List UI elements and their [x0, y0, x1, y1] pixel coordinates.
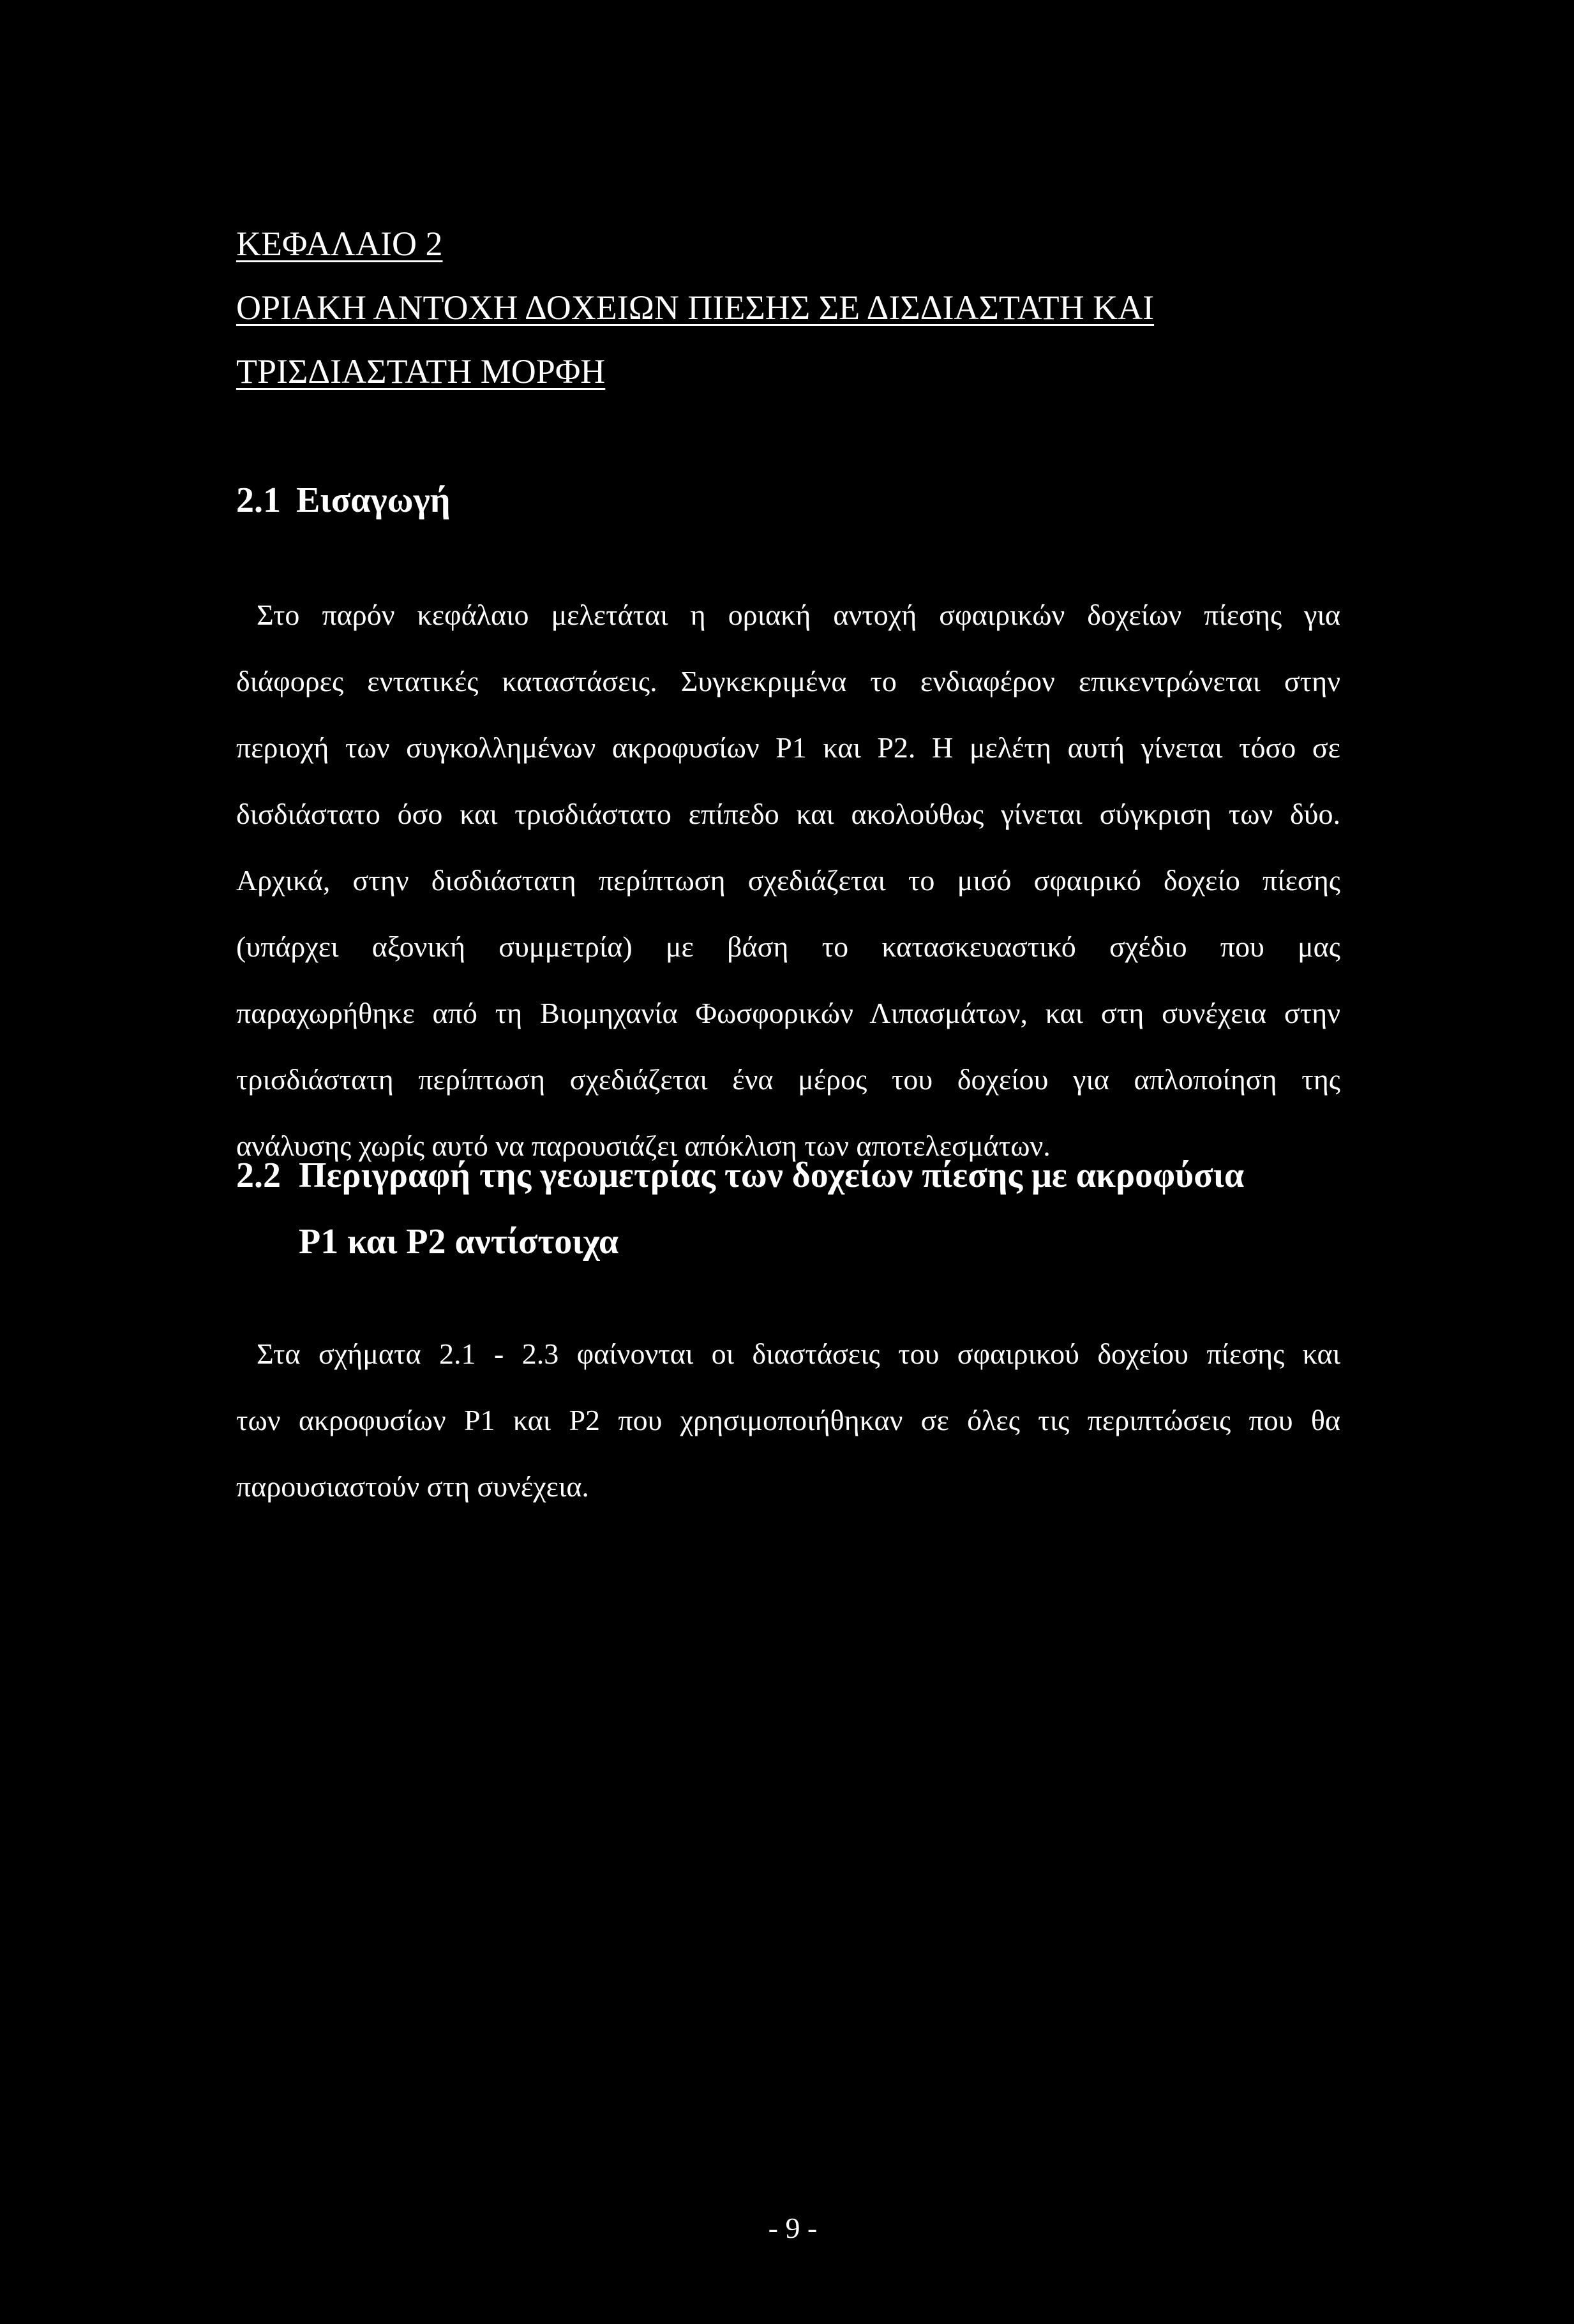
- text-line: των ακροφυσίων P1 και P2 που χρησιμοποιήθηκαν σε όλες τις περιπτώσεις που θα: [236, 1404, 1340, 1436]
- text-line: Στο παρόν κεφάλαιο μελετάται η οριακή αντοχή σφαιρικών δοχείων πίεσης για: [257, 599, 1340, 631]
- section-2-1-paragraph: [236, 582, 1340, 1179]
- page-number: - 9 -: [768, 2212, 818, 2244]
- text-line: (υπάρχει αξονική συμμετρία) με βάση το κατασκευαστικό σχέδιο που μας: [236, 930, 1340, 963]
- text-line: τρισδιάστατη περίπτωση σχεδιάζεται ένα μέρος του δοχείου για απλοποίηση της: [236, 1063, 1340, 1096]
- section-number: 2.2: [236, 1156, 281, 1195]
- section-2-2-paragraph: [236, 1321, 1340, 1520]
- chapter-title-line-1: ΟΡΙΑΚΗ ΑΝΤΟΧΗ ΔΟΧΕΙΩΝ ΠΙΕΣΗΣ ΣΕ ΔΙΣΔΙΑΣΤΑΤΗ ΚΑΙ: [236, 288, 1155, 327]
- text-line: παραχωρήθηκε από τη Βιομηχανία Φωσφορικών Λιπασμάτων, και στη συνέχεια στην: [236, 997, 1340, 1029]
- section-heading-2-1: 2.1 Εισαγωγή: [236, 480, 451, 520]
- text-line: Στα σχήματα 2.1 - 2.3 φαίνονται οι διαστάσεις του σφαιρικού δοχείου πίεσης και: [257, 1337, 1340, 1370]
- section-heading-line-2: P1 και P2 αντίστοιχα: [299, 1222, 619, 1262]
- section-heading-2-2: [236, 1142, 1340, 1275]
- text-line: περιοχή των συγκολλημένων ακροφυσίων P1 και P2. Η μελέτη αυτή γίνεται τόσο σε: [236, 731, 1340, 764]
- text-line: ανάλυσης χωρίς αυτό να παρουσιάζει απόκλιση των αποτελεσμάτων.: [236, 1129, 1051, 1162]
- text-line: Αρχικά, στην δισδιάστατη περίπτωση σχεδιάζεται το μισό σφαιρικό δοχείο πίεσης: [236, 864, 1340, 897]
- text-line: διάφορες εντατικές καταστάσεις. Συγκεκριμένα το ενδιαφέρον επικεντρώνεται στην: [236, 665, 1340, 697]
- text-line: παρουσιαστούν στη συνέχεια.: [236, 1470, 589, 1503]
- chapter-heading: [236, 212, 1385, 403]
- chapter-title-line-2: ΤΡΙΣΔΙΑΣΤΑΤΗ ΜΟΡΦΗ: [236, 352, 606, 391]
- text-line: δισδιάστατο όσο και τρισδιάστατο επίπεδο και ακολούθως γίνεται σύγκριση των δύο.: [236, 798, 1340, 830]
- chapter-label: ΚΕΦΑΛΑΙΟ 2: [236, 225, 443, 263]
- section-heading-line-1: Περιγραφή της γεωμετρίας των δοχείων πίεσης με ακροφύσια: [299, 1156, 1245, 1195]
